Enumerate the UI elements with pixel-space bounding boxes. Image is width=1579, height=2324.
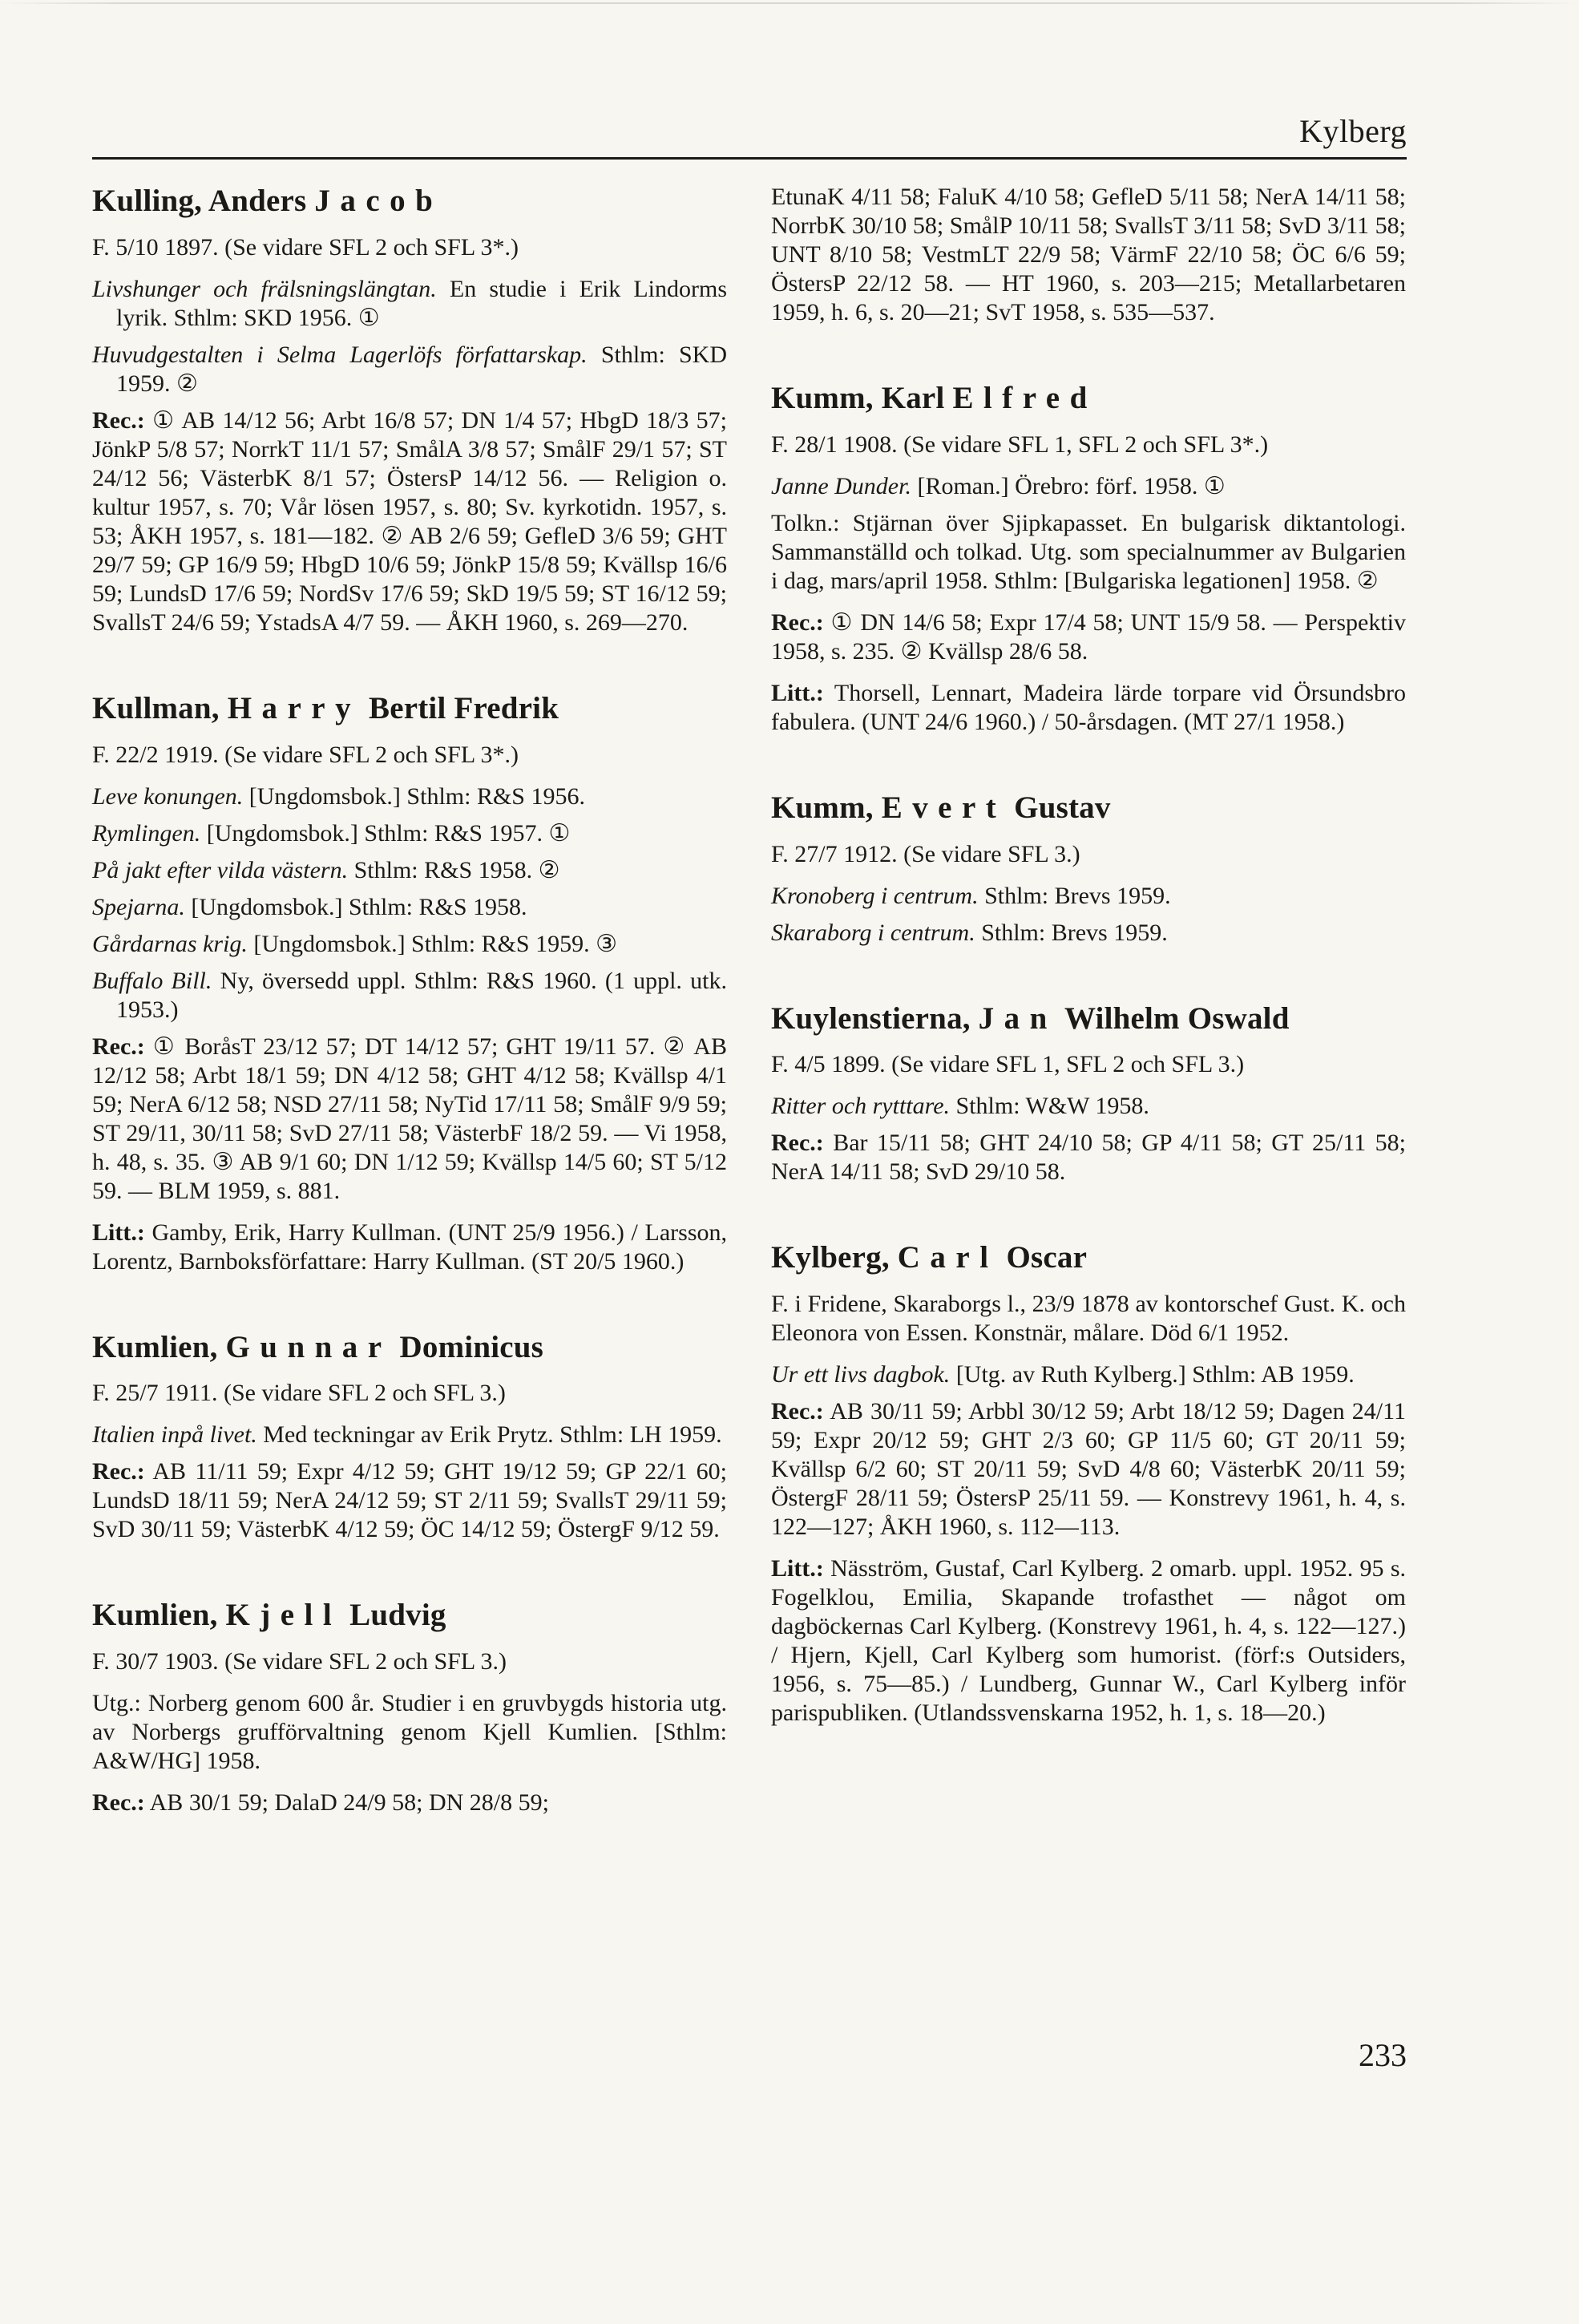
literature-list xyxy=(771,1554,1406,1728)
name-part: Kumlien, xyxy=(92,1598,226,1633)
name-spaced-part: Jacob xyxy=(314,184,443,218)
work-details: [Utg. av Ruth Kylberg.] Sthlm: AB 1959. xyxy=(950,1361,1355,1388)
work-title: Spejarna. xyxy=(92,893,185,920)
author-name xyxy=(771,380,1406,418)
running-header: Kylberg xyxy=(1299,113,1407,149)
section-text: Thorsell, Lennart, Madeira lärde torpare vid Örsundsbro fabulera. (UNT 24/6 1960.) / 50-årsdagen. (MT 27/1 1958.) xyxy=(771,679,1406,735)
work-details: Sthlm: Brevs 1959. xyxy=(975,919,1168,946)
work-title: Kronoberg i centrum. xyxy=(771,882,979,909)
entry-paragraph: F. 4/5 1899. (Se vidare SFL 1, SFL 2 och SFL 3.) xyxy=(771,1051,1245,1078)
name-part: Kuylenstierna, xyxy=(771,1000,979,1036)
author-name xyxy=(771,790,1406,827)
name-part: Bertil Fredrik xyxy=(361,690,559,725)
name-part: Ludvig xyxy=(341,1598,446,1633)
work-details: [Roman.] Örebro: förf. 1958. ① xyxy=(911,472,1226,499)
work-title: Gårdarnas krig. xyxy=(92,930,248,957)
work-item xyxy=(92,893,727,922)
left-column xyxy=(92,183,727,1870)
work-item xyxy=(92,275,727,333)
work-item xyxy=(771,919,1406,948)
work-item xyxy=(92,341,727,398)
section-text: ① AB 14/12 56; Arbt 16/8 57; DN 1/4 57; HbgD 18/3 57; JönkP 5/8 57; NorrkT 11/1 57; SmålA 3/8 57; SmålF 29/1 57; ST 24/12 56; VästerbK 8/1 57; ÖstersP 14/12 56. — Religion o. kultur 1957, s. 70; Vår lösen 1957, s. 80; Sv. kyrkotidn. 1957, s. 53; ÅKH 1957, s. 181—182. ② AB 2/6 59; GefleD 3/6 59; GHT 29/7 59; GP 16/9 59; HbgD 10/6 59; JönkP 15/8 59; Kvällsp 16/6 59; LundsD 17/6 59; NordSv 17/6 59; SkD 19/5 59; ST 16/12 59; SvallsT 24/6 59; YstadsA 4/7 59. — ÅKH 1960, s. 269—270. xyxy=(92,406,727,636)
work-details: Ny, översedd uppl. Sthlm: R&S 1960. (1 uppl. utk. 1953.) xyxy=(116,967,727,1023)
work-item xyxy=(92,930,727,959)
section-text: AB 11/11 59; Expr 4/12 59; GHT 19/12 59; GP 22/1 60; LundsD 18/11 59; NerA 24/12 59; ST 2/11 59; SvallsT 29/11 59; SvD 30/11 59; VästerbK 4/12 59; ÖC 14/12 59; ÖstergF 9/12 59. xyxy=(92,1458,727,1543)
author-entry xyxy=(771,183,1406,327)
author-entry xyxy=(771,380,1406,737)
reviews-list xyxy=(92,1457,727,1544)
author-entry xyxy=(771,790,1406,948)
work-title: Huvudgestalten i Selma Lagerlöfs författarskap. xyxy=(92,341,588,368)
reviews-list xyxy=(92,406,727,637)
section-text: Bar 15/11 58; GHT 24/10 58; GP 4/11 58; GT 25/11 58; NerA 14/11 58; SvD 29/10 58. xyxy=(771,1130,1406,1186)
name-part: Gustav xyxy=(1006,790,1111,825)
reviews-list xyxy=(92,1788,727,1817)
work-title: Janne Dunder. xyxy=(771,472,911,499)
section-label: Rec.: xyxy=(92,1458,145,1485)
section-label: Litt.: xyxy=(771,679,824,706)
name-part: Kylberg, xyxy=(771,1240,898,1275)
author-entry xyxy=(92,183,727,637)
section-text: AB 30/11 59; Arbbl 30/12 59; Arbt 18/12 59; Dagen 24/11 59; Expr 20/12 59; GHT 2/3 60; GP 11/5 60; GT 20/11 59; Kvällsp 6/2 60; ST 20/11 59; SvD 4/8 60; VästerbK 20/11 59; ÖstergF 28/11 59; ÖstersP 25/11 59. — Konstrevy 1961, h. 4, s. 122—127; ÅKH 1960, s. 112—113. xyxy=(771,1398,1406,1541)
name-part: Dominicus xyxy=(391,1329,544,1364)
reviews-list xyxy=(92,1033,727,1206)
author-entry xyxy=(92,1597,727,1817)
page-number: 233 xyxy=(1359,2037,1407,2073)
work-title: Ritter och rytttare. xyxy=(771,1093,951,1120)
section-label: Rec.: xyxy=(92,1033,145,1060)
author-name xyxy=(92,1329,727,1367)
reviews-list xyxy=(771,608,1406,666)
name-part: Kulling, Anders xyxy=(92,184,315,218)
scan-edge-line xyxy=(0,2,1579,4)
literature-list xyxy=(92,1219,727,1276)
name-spaced-part: Carl xyxy=(897,1240,999,1275)
work-item xyxy=(771,1092,1406,1121)
name-spaced-part: Harry xyxy=(227,690,361,725)
name-spaced-part: Kjell xyxy=(225,1598,342,1633)
entry-paragraph: F. 28/1 1908. (Se vidare SFL 1, SFL 2 och SFL 3*.) xyxy=(771,430,1269,458)
section-label: Litt.: xyxy=(771,1555,824,1582)
work-title: Livshunger och frälsningslängtan. xyxy=(92,275,437,302)
entry-paragraph: F. 22/2 1919. (Se vidare SFL 2 och SFL 3*.) xyxy=(92,741,519,768)
literature-list xyxy=(771,679,1406,737)
section-label: Rec.: xyxy=(771,1398,824,1425)
author-name xyxy=(92,690,727,728)
work-title: Ur ett livs dagbok. xyxy=(771,1361,951,1388)
name-spaced-part: Jan xyxy=(978,1000,1057,1036)
entry-paragraph: F. 27/7 1912. (Se vidare SFL 3.) xyxy=(771,840,1080,867)
work-details: [Ungdomsbok.] Sthlm: R&S 1956. xyxy=(243,782,585,810)
author-name xyxy=(771,1239,1406,1277)
name-part: Kumm, xyxy=(771,790,882,825)
work-details: [Ungdomsbok.] Sthlm: R&S 1959. ③ xyxy=(247,930,618,957)
name-spaced-part: Elfred xyxy=(952,381,1097,415)
author-name xyxy=(92,1597,727,1635)
work-item xyxy=(771,1360,1406,1389)
work-title: Leve konungen. xyxy=(92,782,244,810)
entry-paragraph: F. i Fridene, Skaraborgs l., 23/9 1878 av kontorschef Gust. K. och Eleonora von Essen. Konstnär, målare. Död 6/1 1952. xyxy=(771,1291,1406,1347)
work-title: På jakt efter vilda västern. xyxy=(92,856,349,883)
name-part: Oscar xyxy=(998,1240,1088,1275)
entry-paragraph: F. 5/10 1897. (Se vidare SFL 2 och SFL 3*.) xyxy=(92,233,519,261)
name-part: Kumlien, xyxy=(92,1329,226,1364)
section-label: Rec.: xyxy=(771,608,824,636)
author-entry xyxy=(771,1000,1406,1187)
section-text: ① DN 14/6 58; Expr 17/4 58; UNT 15/9 58. — Perspektiv 1958, s. 235. ② Kvällsp 28/6 58. xyxy=(771,608,1406,665)
work-item xyxy=(92,967,727,1025)
name-spaced-part: Gunnar xyxy=(225,1329,392,1364)
work-details: Sthlm: R&S 1958. ② xyxy=(348,856,560,883)
entry-paragraph: EtunaK 4/11 58; FaluK 4/10 58; GefleD 5/11 58; NerA 14/11 58; NorrbK 30/10 58; SmålP 10/11 58; SvallsT 3/11 58; SvD 3/11 58; UNT 8/10 58; VestmLT 22/9 58; VärmF 22/10 58; ÖC 6/6 59; ÖstersP 22/12 58. — HT 1960, s. 203—215; Metallarbetaren 1959, h. 6, s. 20—21; SvT 1958, s. 535—537. xyxy=(771,184,1406,325)
section-label: Rec.: xyxy=(771,1130,824,1157)
entry-paragraph: Tolkn.: Stjärnan över Sjipkapasset. En bulgarisk diktantologi. Sammanställd och tolkad. Utg. som specialnummer av Bulgarien i dag, mars/april 1958. Sthlm: [Bulgariska legationen] 1958. ② xyxy=(771,509,1406,594)
work-details: Sthlm: Brevs 1959. xyxy=(978,882,1171,909)
author-entry xyxy=(771,1239,1406,1728)
section-label: Rec.: xyxy=(92,1789,145,1817)
work-item xyxy=(92,819,727,848)
entry-paragraph: F. 30/7 1903. (Se vidare SFL 2 och SFL 3.) xyxy=(92,1648,507,1675)
section-text: Gamby, Erik, Harry Kullman. (UNT 25/9 1956.) / Larsson, Lorentz, Barnboksförfattare: Harry Kullman. (ST 20/5 1960.) xyxy=(92,1219,727,1275)
author-entry xyxy=(92,690,727,1276)
right-column xyxy=(771,183,1406,1780)
author-entry xyxy=(92,1329,727,1545)
entry-paragraph: F. 25/7 1911. (Se vidare SFL 2 och SFL 3.) xyxy=(92,1380,506,1407)
work-title: Buffalo Bill. xyxy=(92,967,212,994)
work-item xyxy=(771,472,1406,501)
section-label: Rec.: xyxy=(92,406,145,434)
work-details: Sthlm: SKD 1959. ② xyxy=(116,341,727,397)
name-spaced-part: Evert xyxy=(881,790,1007,825)
reviews-list xyxy=(771,1129,1406,1186)
work-details: En studie i Erik Lindorms lyrik. Sthlm: SKD 1956. ① xyxy=(116,275,727,331)
work-details: Sthlm: W&W 1958. xyxy=(950,1093,1149,1120)
section-text: ① BoråsT 23/12 57; DT 14/12 57; GHT 19/11 57. ② AB 12/12 58; Arbt 18/1 59; DN 4/12 58; GHT 4/12 58; Kvällsp 4/1 59; NerA 6/12 58; NSD 27/11 58; NyTid 17/11 58; SmålF 9/9 59; ST 29/11, 30/11 58; SvD 27/11 58; VästerbF 18/2 59. — Vi 1958, h. 48, s. 35. ③ AB 9/1 60; DN 1/12 59; Kvällsp 14/5 60; ST 5/12 59. — BLM 1959, s. 881. xyxy=(92,1033,727,1204)
work-details: [Ungdomsbok.] Sthlm: R&S 1958. xyxy=(184,893,527,920)
name-part: Kullman, xyxy=(92,690,228,725)
reviews-list xyxy=(771,1397,1406,1542)
work-title: Rymlingen. xyxy=(92,819,201,847)
section-text: AB 30/1 59; DalaD 24/9 58; DN 28/8 59; xyxy=(144,1789,549,1817)
name-part: Wilhelm Oswald xyxy=(1056,1000,1290,1036)
name-part: Kumm, Karl xyxy=(771,381,953,415)
work-details: [Ungdomsbok.] Sthlm: R&S 1957. ① xyxy=(200,819,571,847)
section-label: Litt.: xyxy=(92,1219,145,1246)
work-item xyxy=(92,1421,727,1449)
header-rule xyxy=(92,157,1407,160)
work-item xyxy=(92,782,727,811)
work-title: Italien inpå livet. xyxy=(92,1421,257,1449)
work-item xyxy=(771,882,1406,911)
work-title: Skaraborg i centrum. xyxy=(771,919,975,946)
author-name xyxy=(92,183,727,220)
work-item xyxy=(92,856,727,885)
section-text: Näsström, Gustaf, Carl Kylberg. 2 omarb. uppl. 1952. 95 s. Fogelklou, Emilia, Skapande trofasthet — något om dagböckernas Carl Kylberg. (Konstrevy 1961, h. 4, s. 122—127.) / Hjern, Kjell, Carl Kylberg som humorist. (förf:s Outsiders, 1956, s. 75—85.) / Lundberg, Gunnar W., Carl Kylberg inför parispubliken. (Utlandssvenskarna 1952, h. 1, s. 18—20.) xyxy=(771,1555,1406,1727)
entry-paragraph: Utg.: Norberg genom 600 år. Studier i en gruvbygds historia utg. av Norbergs grufförvaltning genom Kjell Kumlien. [Sthlm: A&W/HG] 1958. xyxy=(92,1690,727,1775)
work-details: Med teckningar av Erik Prytz. Sthlm: LH 1959. xyxy=(256,1421,722,1449)
author-name xyxy=(771,1000,1406,1038)
